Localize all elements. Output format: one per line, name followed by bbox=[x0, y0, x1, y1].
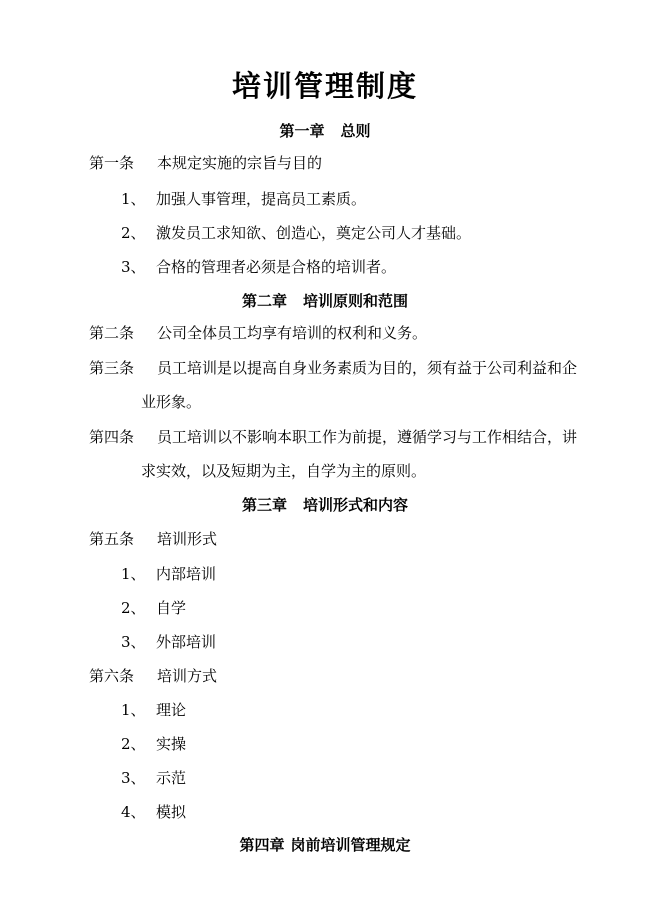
list-item-text: 内部培训 bbox=[156, 565, 217, 583]
list-item-number: 3、 bbox=[121, 258, 146, 276]
list-item-number: 1、 bbox=[121, 701, 146, 719]
article-5-item-1 bbox=[121, 563, 216, 585]
chapter-3-number: 第三章 bbox=[241, 496, 287, 514]
article-6 bbox=[89, 665, 217, 687]
article-2-text: 公司全体员工均享有培训的权利和义务。 bbox=[157, 324, 428, 342]
chapter-2-heading bbox=[0, 290, 650, 312]
article-1 bbox=[89, 152, 322, 174]
article-1-item-3 bbox=[121, 256, 396, 278]
chapter-1-name: 总则 bbox=[340, 122, 371, 140]
list-item-number: 1、 bbox=[121, 190, 146, 208]
article-1-item-2 bbox=[121, 222, 471, 244]
list-item-number: 4、 bbox=[121, 803, 146, 821]
article-6-item-3 bbox=[121, 767, 186, 789]
list-item-text: 合格的管理者必须是合格的培训者。 bbox=[156, 258, 397, 276]
list-item-number: 2、 bbox=[121, 735, 146, 753]
article-4-label: 第四条 bbox=[89, 428, 135, 446]
list-item-text: 外部培训 bbox=[156, 633, 217, 651]
article-2 bbox=[89, 322, 427, 344]
list-item-text: 模拟 bbox=[156, 803, 187, 821]
list-item-number: 2、 bbox=[121, 224, 146, 242]
chapter-4-number: 第四章 bbox=[239, 836, 285, 854]
article-1-item-1 bbox=[121, 188, 366, 210]
chapter-4-heading bbox=[0, 834, 650, 856]
article-5-item-3 bbox=[121, 631, 216, 653]
list-item-number: 2、 bbox=[121, 599, 146, 617]
chapter-2-name: 培训原则和范围 bbox=[303, 292, 409, 310]
chapter-3-heading bbox=[0, 494, 650, 516]
chapter-3-name: 培训形式和内容 bbox=[303, 496, 409, 514]
list-item-text: 自学 bbox=[156, 599, 187, 617]
article-4-text-line-1: 员工培训以不影响本职工作为前提，遵循学习与工作相结合，讲 bbox=[157, 428, 578, 446]
list-item-text: 实操 bbox=[156, 735, 187, 753]
list-item-number: 3、 bbox=[121, 633, 146, 651]
list-item-number: 3、 bbox=[121, 769, 146, 787]
list-item-number: 1、 bbox=[121, 565, 146, 583]
article-3-text-line-1: 员工培训是以提高自身业务素质为目的，须有益于公司利益和企 bbox=[157, 359, 578, 377]
chapter-1-heading bbox=[0, 120, 650, 142]
article-6-item-1 bbox=[121, 699, 186, 721]
article-4 bbox=[89, 426, 577, 448]
article-1-text: 本规定实施的宗旨与目的 bbox=[157, 154, 323, 172]
document-title: 培训管理制度 bbox=[231, 69, 418, 103]
list-item-text: 加强人事管理，提高员工素质。 bbox=[156, 190, 367, 208]
chapter-1-number: 第一章 bbox=[279, 122, 325, 140]
article-4-continuation: 求实效，以及短期为主，自学为主的原则。 bbox=[141, 462, 427, 480]
article-5 bbox=[89, 528, 217, 550]
chapter-4-name: 岗前培训管理规定 bbox=[290, 836, 411, 854]
article-6-item-4 bbox=[121, 801, 186, 823]
list-item-text: 激发员工求知欲、创造心，奠定公司人才基础。 bbox=[156, 224, 472, 242]
article-5-item-2 bbox=[121, 597, 186, 619]
article-6-label: 第六条 bbox=[89, 667, 135, 685]
chapter-2-number: 第二章 bbox=[241, 292, 287, 310]
article-5-text: 培训形式 bbox=[157, 530, 218, 548]
article-2-label: 第二条 bbox=[89, 324, 135, 342]
article-6-text: 培训方式 bbox=[157, 667, 218, 685]
article-3-continuation: 业形象。 bbox=[141, 393, 202, 411]
article-6-item-2 bbox=[121, 733, 186, 755]
article-1-label: 第一条 bbox=[89, 154, 135, 172]
article-3-label: 第三条 bbox=[89, 359, 135, 377]
article-5-label: 第五条 bbox=[89, 530, 135, 548]
list-item-text: 示范 bbox=[156, 769, 187, 787]
article-3 bbox=[89, 357, 577, 379]
list-item-text: 理论 bbox=[156, 701, 187, 719]
